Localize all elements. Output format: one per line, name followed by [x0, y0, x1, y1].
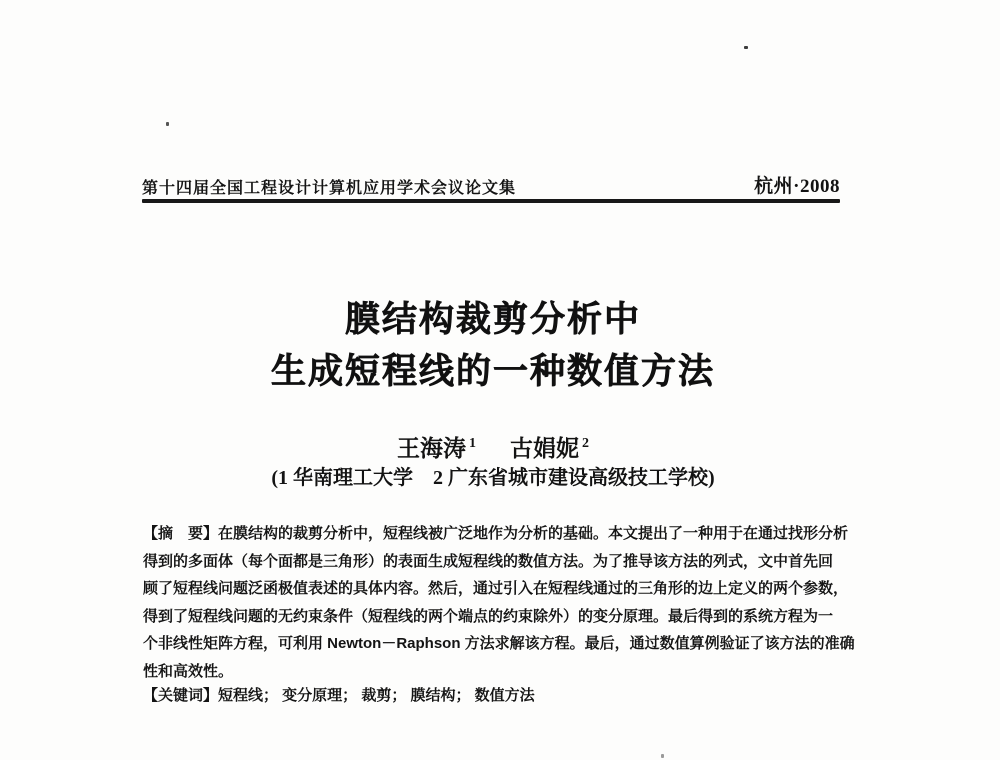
scan-speck [744, 46, 748, 49]
abstract-line-2: 得到的多面体（每个面都是三角形）的表面生成短程线的数值方法。为了推导该方法的列式，文中首先回 [143, 552, 834, 570]
author-1-name: 王海涛 [397, 436, 466, 461]
running-header [142, 170, 840, 198]
affiliation-line: (1 华南理工大学 2 广东省城市建设高级技工学校) [271, 467, 715, 489]
author-2 [510, 430, 589, 463]
abstract-line-6: 性和高效性。 [143, 662, 234, 680]
scan-speck [661, 754, 664, 758]
proceedings-title: 第十四届全国工程设计计算机应用学术会议论文集 [142, 180, 517, 197]
venue-year: 杭州·2008 [754, 176, 840, 197]
abstract-line-3: 顾了短程线问题泛函极值表述的具体内容。然后，通过引入在短程线通过的三角形的边上定义的两个参数， [143, 580, 849, 597]
abstract-line-5: 个非线性矩阵方程，可利用 Newton－Raphson 方法求解该方程。最后，通过数值算例验证了该方法的准确 [143, 635, 855, 652]
paper-title-line1: 膜结构裁剪分析中 [344, 300, 641, 339]
author-1-superscript: 1 [469, 436, 476, 451]
abstract-paragraph [143, 520, 855, 685]
abstract-line-1: 【摘 要】在膜结构的裁剪分析中，短程线被广泛地作为分析的基础。本文提出了一种用于在通过找形分析 [143, 525, 849, 542]
author-1 [397, 430, 476, 463]
keywords-line: 【关键词】短程线； 变分原理； 裁剪； 膜结构； 数值方法 [143, 687, 535, 704]
author-2-name: 古娟妮 [510, 436, 579, 461]
abstract-line-4: 得到了短程线问题的无约束条件（短程线的两个端点的约束除外）的变分原理。最后得到的系统方程为一 [143, 607, 834, 625]
paper-title-line2: 生成短程线的一种数值方法 [270, 352, 715, 391]
authors-line [143, 430, 843, 462]
header-rule [142, 199, 840, 203]
paper-title [143, 294, 843, 398]
scan-speck [166, 122, 169, 126]
author-2-superscript: 2 [582, 436, 589, 451]
